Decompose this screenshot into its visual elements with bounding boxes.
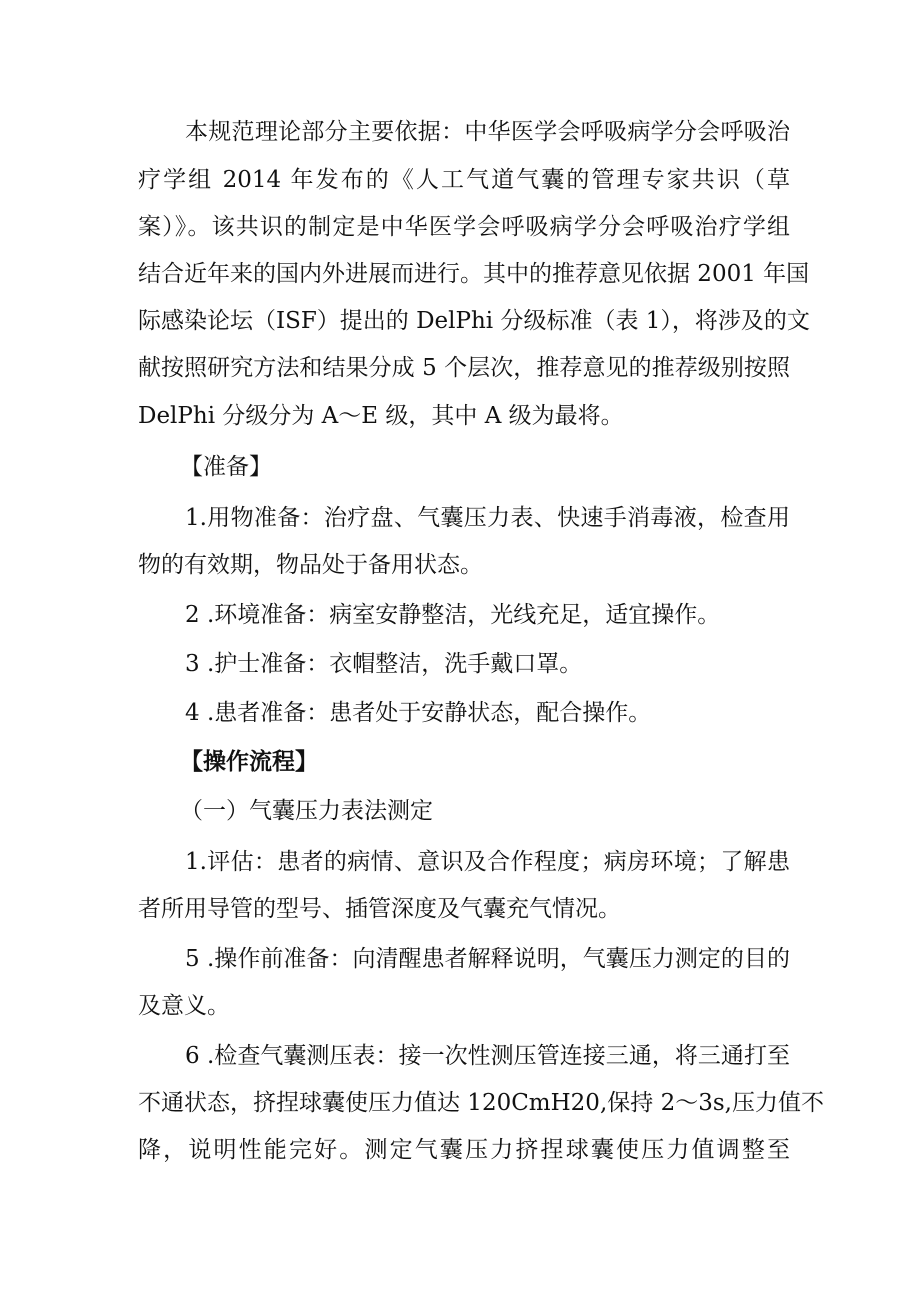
section-heading: 【准备】 (180, 454, 272, 480)
text-line: 献按照研究方法和结果分成 5 个层次，推荐意见的推荐级别按照 (138, 355, 790, 381)
text-line: 不通状态，挤捏球囊使压力值达 120CmH20,保持 2～3s,压力值不 (138, 1090, 824, 1116)
text-line: 际感染论坛（ISF）提出的 DelPhi 分级标准（表 1），将涉及的文 (138, 308, 810, 334)
text-line: DelPhi 分级分为 A～E 级，其中 A 级为最将。 (138, 403, 624, 429)
text-line: 5 .操作前准备：向清醒患者解释说明，气囊压力测定的目的 (185, 946, 790, 972)
text-line: 3 .护士准备：衣帽整洁，洗手戴口罩。 (185, 651, 583, 677)
text-line: 者所用导管的型号、插管深度及气囊充气情况。 (138, 896, 621, 922)
text-line: 4 .患者准备：患者处于安静状态，配合操作。 (185, 700, 652, 726)
subsection-heading: （一）气囊压力表法测定 (180, 798, 433, 824)
text-line: 及意义。 (138, 993, 230, 1019)
text-line: 结合近年来的国内外进展而进行。其中的推荐意见依据 2001 年国 (138, 261, 810, 287)
text-line: 本规范理论部分主要依据：中华医学会呼吸病学分会呼吸治 (185, 119, 790, 145)
text-line: 1.评估：患者的病情、意识及合作程度；病房环境；了解患 (185, 849, 790, 875)
text-line: 案）》。该共识的制定是中华医学会呼吸病学分会呼吸治疗学组 (138, 214, 790, 240)
text-line: 疗学组 2014 年发布的《人工气道气囊的管理专家共识（草 (138, 167, 790, 193)
text-line: 1.用物准备：治疗盘、气囊压力表、快速手消毒液，检查用 (185, 505, 790, 531)
text-line: 2 .环境准备：病室安静整洁，光线充足，适宜操作。 (185, 602, 721, 628)
text-line: 物的有效期，物品处于备用状态。 (138, 552, 483, 578)
text-line: 降，说明性能完好。测定气囊压力挤捏球囊使压力值调整至 (138, 1137, 790, 1163)
section-heading: 【操作流程】 (180, 748, 318, 775)
text-line: 6 .检查气囊测压表：接一次性测压管连接三通，将三通打至 (185, 1043, 790, 1069)
